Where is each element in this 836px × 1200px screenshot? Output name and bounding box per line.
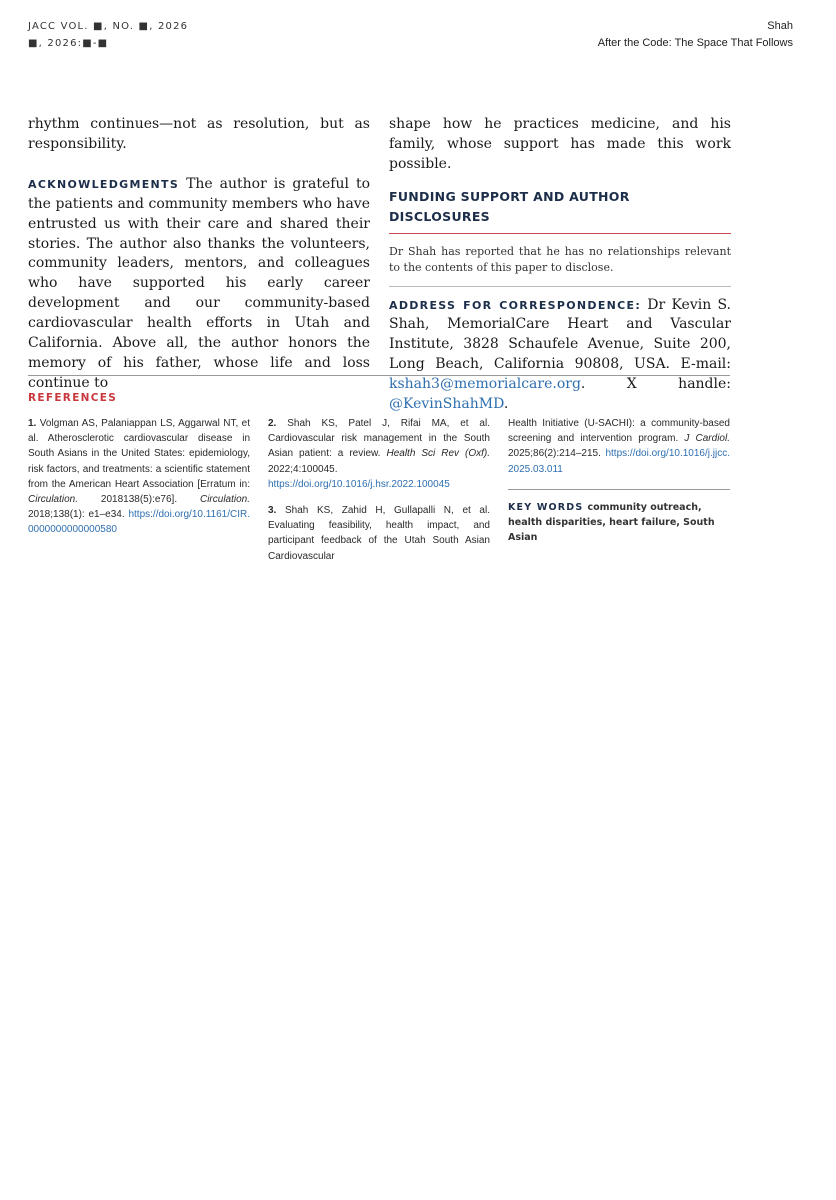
reference-text: 2018;138(1): e1–e34. [28, 509, 125, 521]
reference-1 [28, 416, 250, 538]
continuation-line: rhythm continues—not as resolution, but as [28, 116, 370, 132]
reference-journal: Circulation. [199, 494, 251, 506]
reference-text: Health Initiative (U-SACHI): a community-based screening and intervention program. [508, 418, 730, 445]
journal-pages-line: ■, 2026:■-■ [28, 38, 109, 49]
reference-text: Shah KS, Zahid H, Gullapalli N, et al. Evaluating feasibility, health impact, and participant feedback of the Utah South Asian Cardiovascular [268, 505, 490, 562]
reference-journal: Circulation. [28, 494, 79, 506]
running-header-journal [28, 18, 188, 52]
references-divider [28, 375, 730, 376]
header-author: Shah [767, 20, 793, 32]
reference-2 [268, 416, 490, 492]
acknowledgments-text: The author is grateful to the patients and community members who have entrusted us with their care and shared their stories. The author also thanks the volunteers, community leaders, mentors, and colleagues who have supported his early career development and our community-based cardiovascular health efforts in Utah and California. Above all, the author honors the memory of his father, whose life and loss continue to [28, 175, 371, 391]
references-column-1 [28, 416, 250, 538]
reference-text: 2025;86(2):214–215. [508, 448, 601, 460]
reference-doi-link[interactable]: https://doi.org/10.1161/CIR.0000000000000580 [28, 509, 251, 536]
keywords-text: community outreach, health disparities, heart failure, South Asian [508, 501, 715, 543]
references-column-2 [268, 416, 490, 564]
reference-text: 2018138(5):e76]. [100, 494, 178, 506]
reference-text: 2022;4:100045. [268, 463, 338, 475]
reference-doi-link[interactable]: https://doi.org/10.1016/j.hsr.2022.100045 [268, 478, 450, 490]
reference-journal: Health Sci Rev (Oxf). [386, 448, 491, 460]
reference-number: 3. [268, 505, 277, 517]
left-text-column [28, 115, 370, 394]
header-running-title: After the Code: The Space That Follows [597, 37, 793, 49]
correspondence-address: ADDRESS FOR CORRESPONDENCE: Dr Kevin S. Shah, MemorialCare Heart and Vascular Institute, 3828 Schaufele Avenue, Suite 200, Long Beach, California 90808, USA. E-mail: kshah3@memorialcare.org. X handle: @KevinShahMD. [389, 296, 732, 413]
acknowledgments-continuation: shape how he practices medicine, and his family, whose support has made this work possible. [389, 116, 731, 172]
address-text: Dr Kevin S. Shah, MemorialCare Heart and Vascular Institute, 3828 Schaufele Avenue, Suite 200, Long Beach, California 90808, USA. E-mail: [389, 296, 732, 373]
running-header-title [598, 18, 793, 52]
continuation-end: responsibility. [28, 135, 127, 152]
email-link[interactable]: kshah3@memorialcare.org [389, 376, 581, 393]
reference-number: 1. [28, 418, 37, 429]
reference-journal: J Cardiol. [684, 433, 730, 445]
address-heading: ADDRESS FOR CORRESPONDENCE: [389, 298, 642, 312]
references-column-3 [508, 416, 730, 545]
reference-text: Volgman AS, Palaniappan LS, Aggarwal NT, et al. Atherosclerotic cardiovascular disease in South Asians in the United States: epidemiology, risk factors, and treatments: a scientific statement from the American Heart Association [Erratum in: [28, 418, 251, 490]
reference-text: Shah KS, Patel J, Rifai MA, et al. Cardiovascular risk management in the South Asian patient: a review. [268, 418, 490, 460]
references-heading: REFERENCES [28, 392, 118, 404]
keywords-heading: KEY WORDS [508, 501, 584, 513]
reference-doi-link[interactable]: https://doi.org/10.1016/j.jjcc.2025.03.011 [508, 448, 730, 475]
funding-heading: FUNDING SUPPORT AND AUTHOR DISCLOSURES [389, 187, 731, 234]
reference-3 [268, 503, 490, 564]
acknowledgments-heading: ACKNOWLEDGMENTS [28, 177, 180, 191]
keywords [508, 489, 730, 545]
journal-volume-line: JACC VOL. ■, NO. ■, 2026 [28, 21, 189, 32]
x-handle-label: X handle: [626, 376, 731, 393]
right-text-column [389, 115, 731, 415]
reference-3-continued [508, 416, 730, 477]
reference-number: 2. [268, 418, 277, 429]
disclosure-text: Dr Shah has reported that he has no relationships relevant to the contents of this paper to disclose. [389, 244, 731, 287]
acknowledgments-paragraph [28, 175, 370, 394]
x-handle-link[interactable]: @KevinShahMD [389, 396, 504, 413]
